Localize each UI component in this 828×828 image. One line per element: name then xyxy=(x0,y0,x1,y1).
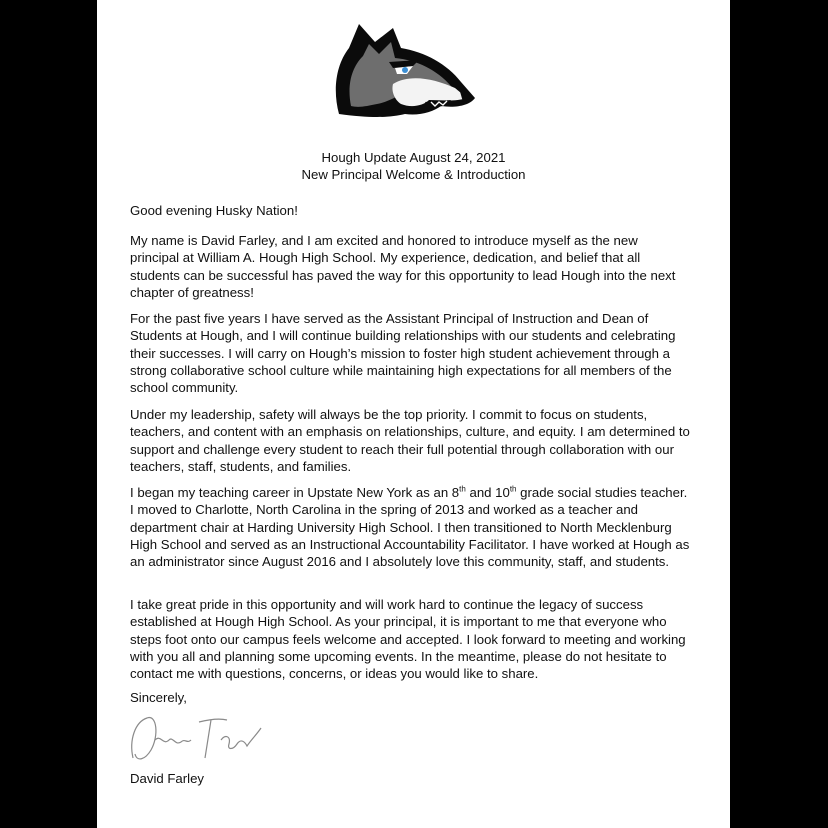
header-line-date: Hough Update August 24, 2021 xyxy=(321,150,506,165)
letter-header xyxy=(97,149,730,183)
paragraph-introduction: My name is David Farley, and I am excited and honored to introduce myself as the new principal at William A. Hough High School. My experience, dedication, and belief that all students can be successful has paved the way for this opportunity to lead Hough into the next chapter of greatness! xyxy=(130,233,676,300)
paragraph-career: I began my teaching career in Upstate New York as an 8th and 10th grade social studies teacher. I moved to Charlotte, North Carolina in the spring of 2013 and worked as a teacher and department chair at Harding University High School. I then transitioned to North Mecklenburg High School and served as an Instructional Accountability Facilitator. I have worked at Hough as an administrator since August 2016 and I absolutely love this community, staff, and students. xyxy=(130,484,690,570)
husky-mascot-icon xyxy=(329,22,477,120)
greeting: Good evening Husky Nation! xyxy=(130,203,298,218)
paragraph-experience: For the past five years I have served as the Assistant Principal of Instruction and Dean of Students at Hough, and I will continue building relationships with our students and celebrating their successes. I will carry on Hough’s mission to foster high student achievement through a strong collaborative school culture while maintaining high expectations for all members of the school community. xyxy=(130,311,676,396)
letter-page xyxy=(97,0,730,828)
signer-name: David Farley xyxy=(130,771,205,786)
header-line-subject: New Principal Welcome & Introduction xyxy=(301,167,526,182)
sign-off: Sincerely, xyxy=(130,690,187,705)
paragraph-leadership: Under my leadership, safety will always be the top priority. I commit to focus on students, teachers, and content with an emphasis on relationships, culture, and equity. I am determined to support and challenge every student to reach their full potential through collaboration with our teachers, staff, students, and families. xyxy=(130,407,690,474)
paragraph-closing: I take great pride in this opportunity and will work hard to continue the legacy of success established at Hough High School. As your principal, it is important to me that everyone who steps foot onto our campus feels welcome and accepted. I look forward to meeting and working with you all and planning some upcoming events. In the meantime, please do not hesitate to contact me with questions, concerns, or ideas you would like to share. xyxy=(130,597,686,682)
handwritten-signature-icon xyxy=(127,700,277,770)
